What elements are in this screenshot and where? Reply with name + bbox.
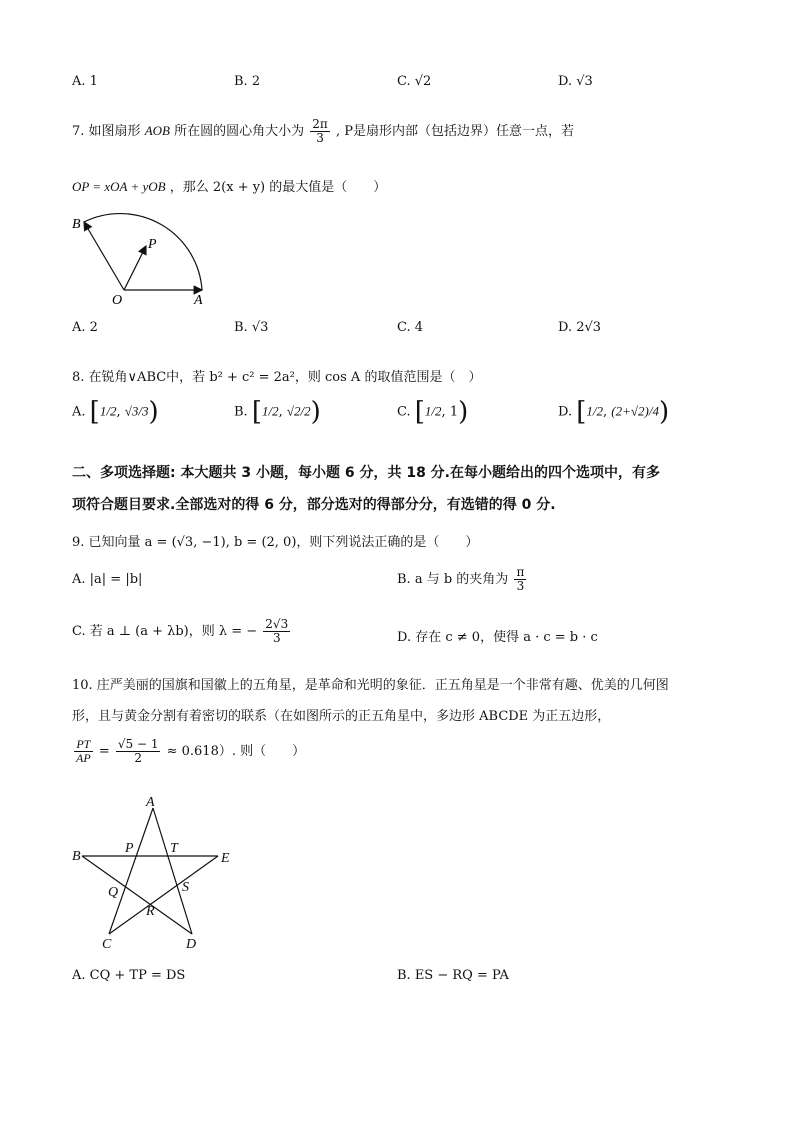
q7-mid: 所在圆的圆心角大小为 <box>174 124 305 139</box>
q8-option-d-upper: (2+√2)/4 <box>611 403 659 419</box>
q8-option-a-upper: √3/3 <box>124 403 149 419</box>
q7-label-a: A <box>194 293 203 308</box>
q7-line2-text: ，那么 2(x + y) 的最大值是（ ） <box>169 180 387 195</box>
q9-option-c <box>72 618 292 645</box>
q9-option-c-text: C. 若 a ⊥ (a + λb)，则 λ = − <box>72 624 258 639</box>
q10-golden-den: 2 <box>134 751 142 765</box>
q6-option-c: C. √2 <box>397 74 432 89</box>
q10-label-p: P <box>125 841 134 856</box>
q9-option-c-den: 3 <box>272 631 281 645</box>
q10-label-c: C <box>102 937 112 952</box>
q10-approx: ≈ 0.618）. 则（ ） <box>166 744 306 759</box>
q7-angle-fraction <box>310 118 330 145</box>
q8-option-c-label: C. <box>397 404 411 420</box>
q8-option-c: C. [1/2, 1) <box>397 397 469 427</box>
q8-option-a-label: A. <box>72 404 86 420</box>
q7-label-b: B <box>72 217 81 232</box>
q7-option-d: D. 2√3 <box>558 320 602 335</box>
q10-label-d: D <box>186 937 197 952</box>
q7-line2 <box>72 176 386 195</box>
q9-stem: 9. 已知向量 a = (√3, −1), b = (2, 0)，则下列说法正确的是（ ） <box>72 535 479 550</box>
q7-label-p: P <box>148 237 157 252</box>
q10-edge-ad <box>153 808 192 934</box>
q10-option-b: B. ES − RQ = PA <box>397 968 509 983</box>
q8-option-a-lower: 1/2 <box>99 403 117 419</box>
q8-option-b: B. [1/2, √2/2) <box>234 397 321 427</box>
q10-golden-fraction <box>116 738 161 765</box>
q7-label-o: O <box>112 293 123 308</box>
q9-option-b-den: 3 <box>516 579 525 593</box>
q10-ratio-fraction <box>74 738 93 765</box>
q10-equals: = <box>98 744 110 759</box>
q9-option-b-text: B. a 与 b 的夹角为 <box>397 572 509 587</box>
q10-option-a: A. CQ + TP = DS <box>72 968 186 983</box>
q10-golden-num: √5 − 1 <box>117 737 159 751</box>
q10-label-s: S <box>182 880 189 895</box>
q7-option-a: A. 2 <box>72 320 98 335</box>
q9-option-c-fraction <box>263 618 290 645</box>
q8-option-b-lower: 1/2 <box>261 403 279 419</box>
q10-line3 <box>72 738 305 765</box>
q9-option-a: A. |a| = |b| <box>72 572 143 587</box>
q6-option-a: A. 1 <box>72 74 98 89</box>
q7-prefix: 7. 如图扇形 <box>72 124 141 139</box>
q6-option-d: D. √3 <box>558 74 593 89</box>
q9-option-b-fraction <box>514 566 526 593</box>
q10-label-t: T <box>170 841 178 856</box>
q8-option-c-lower: 1/2 <box>424 403 442 419</box>
q8-stem: 8. 在锐角∨ABC中，若 b² + c² = 2a²，则 cos A 的取值范围是（ ） <box>72 370 482 385</box>
q10-label-q: Q <box>108 885 119 900</box>
q7-vector-op <box>124 246 146 290</box>
q9-option-b-num: π <box>516 565 525 579</box>
q8-option-b-upper: √2/2 <box>286 403 311 419</box>
q8-option-b-label: B. <box>234 404 248 420</box>
q10-line2: 形，且与黄金分割有着密切的联系（在如图所示的正五角星中，多边形 ABCDE 为正五边形， <box>72 709 611 724</box>
q9-option-b <box>397 566 528 593</box>
q9-option-c-num: 2√3 <box>265 617 289 631</box>
q10-label-e: E <box>221 851 230 866</box>
q7-option-b: B. √3 <box>234 320 269 335</box>
q7-aob: AOB <box>144 123 170 138</box>
q10-ratio-den: AP <box>76 751 91 765</box>
q8-option-c-upper: 1 <box>449 404 459 420</box>
q7-stem <box>72 118 574 145</box>
q7-sector-figure <box>70 210 220 310</box>
q7-vector-ob <box>84 222 124 290</box>
q8-option-d-lower: 1/2 <box>586 403 604 419</box>
q10-star-figure <box>66 790 246 960</box>
q6-option-b: B. 2 <box>234 74 261 89</box>
section2-heading-line1: 二、多项选择题: 本大题共 3 小题，每小题 6 分，共 18 分.在每小题给出的四个选项中，有多 <box>72 465 660 481</box>
q7-tail: , P是扇形内部（包括边界）任意一点，若 <box>335 124 574 139</box>
section2-heading-line2: 项符合题目要求.全部选对的得 6 分，部分选对的得部分分，有选错的得 0 分. <box>72 497 556 513</box>
q10-edge-ec <box>109 856 218 934</box>
q7-frac-den: 3 <box>316 131 324 145</box>
q10-label-b: B <box>72 849 81 864</box>
q7-frac-num: 2π <box>312 117 328 131</box>
q7-vector-equation: OP = xOA + yOB <box>72 179 166 194</box>
q10-label-r: R <box>146 904 155 919</box>
q10-edge-bd <box>82 856 192 934</box>
q7-option-c: C. 4 <box>397 320 424 335</box>
q10-label-a: A <box>146 795 155 810</box>
q9-option-d: D. 存在 c ≠ 0，使得 a · c = b · c <box>397 630 598 645</box>
q8-option-d: D. [1/2, (2+√2)/4) <box>558 397 670 427</box>
q8-option-a: A. [1/2, √3/3) <box>72 397 159 427</box>
q10-ratio-num: PT <box>74 738 93 752</box>
q8-option-d-label: D. <box>558 404 573 420</box>
q10-line1: 10. 庄严美丽的国旗和国徽上的五角星，是革命和光明的象征．正五角星是一个非常有趣、优美的几何图 <box>72 678 669 693</box>
